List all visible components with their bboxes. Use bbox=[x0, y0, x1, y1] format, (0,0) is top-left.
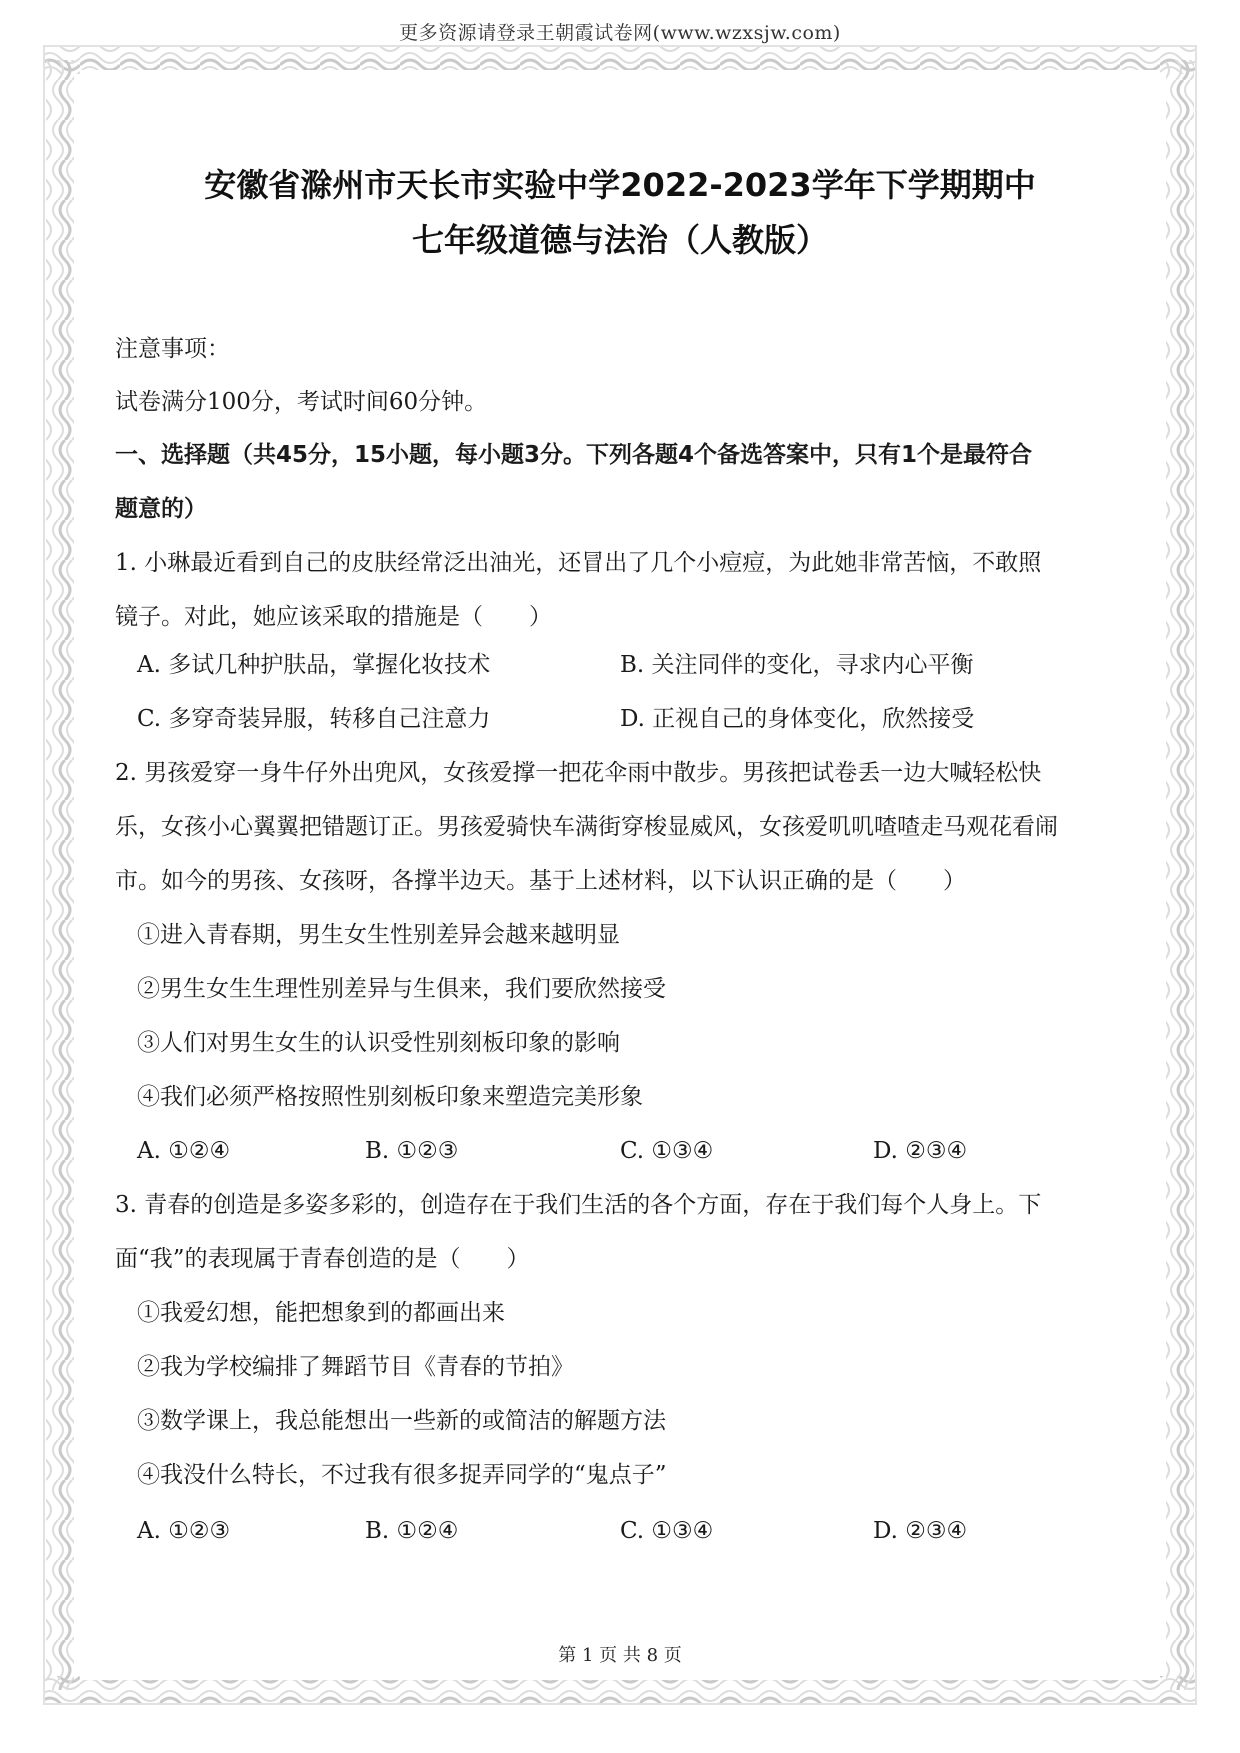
section-heading-line2: 题意的） bbox=[115, 496, 207, 522]
question-3-item-2: ②我为学校编排了舞蹈节目《青春的节拍》 bbox=[137, 1354, 574, 1380]
question-1-line2: 镜子。对此，她应该采取的措施是（ ） bbox=[115, 604, 552, 630]
page-title-line2: 七年级道德与法治（人教版） bbox=[411, 221, 828, 259]
question-2-item-3: ③人们对男生女生的认识受性别刻板印象的影响 bbox=[137, 1030, 620, 1056]
question-3-option-c: C. ①③④ bbox=[620, 1518, 714, 1544]
question-3-item-1: ①我爱幻想，能把想象到的都画出来 bbox=[137, 1300, 505, 1326]
question-3-line2: 面“我”的表现属于青春创造的是（ ） bbox=[115, 1246, 530, 1272]
question-3-option-b: B. ①②④ bbox=[365, 1518, 459, 1544]
question-3-line1: 3. 青春的创造是多姿多彩的，创造存在于我们生活的各个方面，存在于我们每个人身上。下 bbox=[115, 1192, 1042, 1218]
page-title-line1: 安徽省滁州市天长市实验中学2022-2023学年下学期期中 bbox=[204, 166, 1036, 204]
question-2-option-b: B. ①②③ bbox=[365, 1138, 459, 1164]
page-footer: 第 1 页 共 8 页 bbox=[558, 1645, 682, 1666]
top-banner: 更多资源请登录王朝霞试卷网(www.wzxsjw.com) bbox=[399, 22, 841, 44]
question-3-option-d: D. ②③④ bbox=[873, 1518, 968, 1544]
question-1-option-a: A. 多试几种护肤品，掌握化妆技术 bbox=[137, 652, 491, 678]
question-1-line1: 1. 小琳最近看到自己的皮肤经常泛出油光，还冒出了几个小痘痘，为此她非常苦恼，不敢照 bbox=[115, 550, 1042, 576]
question-1-option-d: D. 正视自己的身体变化，欣然接受 bbox=[620, 706, 975, 732]
question-2-line2: 乐，女孩小心翼翼把错题订正。男孩爱骑快车满街穿梭显威风，女孩爱叽叽喳喳走马观花看闹 bbox=[115, 814, 1058, 840]
question-2-line1: 2. 男孩爱穿一身牛仔外出兜风，女孩爱撑一把花伞雨中散步。男孩把试卷丢一边大喊轻松快 bbox=[115, 760, 1042, 786]
notes-content: 试卷满分100分，考试时间60分钟。 bbox=[115, 389, 488, 415]
question-1-option-c: C. 多穿奇装异服，转移自己注意力 bbox=[137, 706, 491, 732]
question-2-item-4: ④我们必须严格按照性别刻板印象来塑造完美形象 bbox=[137, 1084, 643, 1110]
notes-heading: 注意事项： bbox=[115, 336, 230, 362]
question-1-option-b: B. 关注同伴的变化，寻求内心平衡 bbox=[620, 652, 974, 678]
question-2-line3: 市。如今的男孩、女孩呀，各撑半边天。基于上述材料，以下认识正确的是（ ） bbox=[115, 868, 966, 894]
question-3-item-4: ④我没什么特长，不过我有很多捉弄同学的“鬼点子” bbox=[137, 1462, 667, 1488]
question-2-option-a: A. ①②④ bbox=[137, 1138, 231, 1164]
question-3-item-3: ③数学课上，我总能想出一些新的或简洁的解题方法 bbox=[137, 1408, 666, 1434]
section-heading-line1: 一、选择题（共45分，15小题，每小题3分。下列各题4个备选答案中，只有1个是最符合 bbox=[115, 442, 1033, 468]
question-2-option-d: D. ②③④ bbox=[873, 1138, 968, 1164]
question-2-option-c: C. ①③④ bbox=[620, 1138, 714, 1164]
question-3-option-a: A. ①②③ bbox=[137, 1518, 231, 1544]
question-2-item-2: ②男生女生生理性别差异与生俱来，我们要欣然接受 bbox=[137, 976, 666, 1002]
question-2-item-1: ①进入青春期，男生女生性别差异会越来越明显 bbox=[137, 922, 620, 948]
